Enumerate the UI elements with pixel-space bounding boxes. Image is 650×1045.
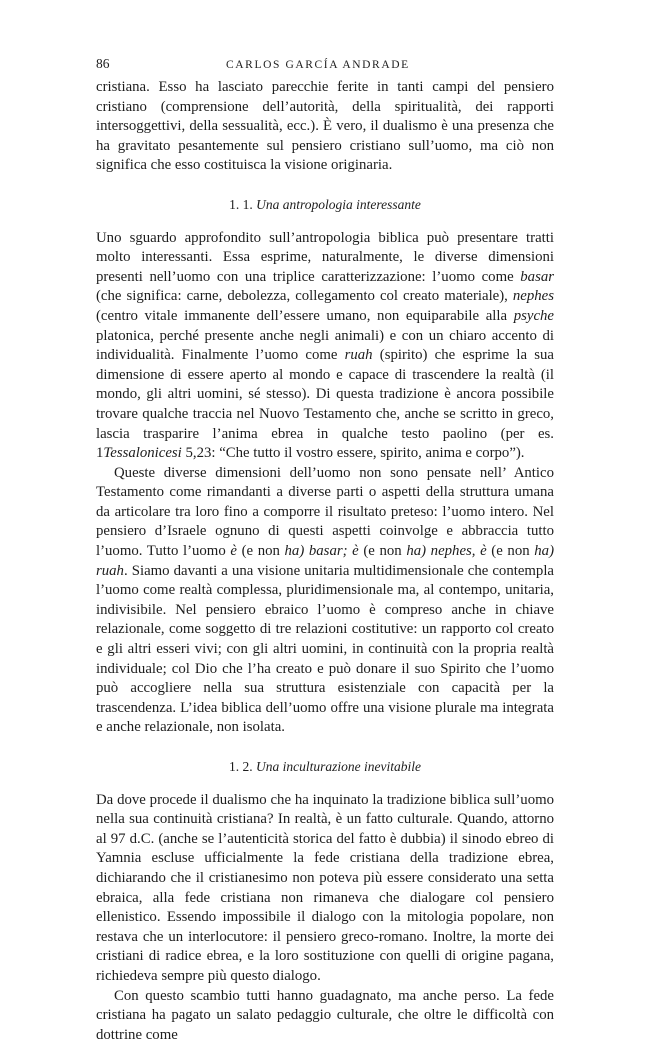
section-title: Una antropologia interessante [256,196,421,212]
running-head [96,56,554,78]
paragraph-1-1-b: Queste diverse dimensioni dell’uomo non sono pensate nell’ Antico Testamento come rimandanti a diverse parti o aspetti della struttura umana da articolare tra loro fino a comporre il risultato preteso: l’uomo intero. Nel pensiero d’Israele ognuno di questi aspetti coinvolge e abbraccia tutto l’uomo. Tutto l’uomo è (e non ha) basar; è (e non ha) nephes, è (e non ha) ruah. Siamo davanti a una visione unitaria multidimensionale che contempla l’uomo come realtà complessa, pluridimensionale ma, al contempo, unitaria, indivisibile. Nel pensiero ebraico l’uomo è compreso anche in chiave relazionale, come soggetto di tre relazioni costitutive: un rapporto col creato e gli altri esseri vivi; con gli altri uomini, in continuità con la propria realtà individuale; col Dio che l’ha creato e può donare il suo Spirito che l’uomo può accogliere nella sua struttura esistenziale con capacità per la trascendenza. L’idea biblica dell’uomo offre una visione plurale ma integrata e anche relazionale, non isolata. [96,464,554,736]
paragraph-1-1-a: Uno sguardo approfondito sull’antropologia biblica può presentare tratti molto interessanti. Essa esprime, naturalmente, le diverse dimensioni presenti nell’uomo con una triplice caratterizzazione: l’uomo come basar (che significa: carne, debolezza, collegamento col creato materiale), nephes (centro vitale immanente dell’essere umano, non equiparabile alla psyche platonica, perché presente anche negli animali) e con un chiaro accento di individualità. Finalmente l’uomo come ruah (spirito) che esprime la sua dimensione di essere aperto al mondo e capace di trascendere la realtà (il mondo, gli altri uomini, sé stesso). Di questa tradizione è ancora possibile trovare qualche traccia nel Nuovo Testamento che, anche se scritto in greco, lascia trasparire l’anima ebrea in qualche testo paolino (per es. 1Tessalonicesi 5,23: “Che tutto il vostro essere, spirito, anima e corpo”). [96,229,554,462]
paragraph-intro: cristiana. Esso ha lasciato parecchie ferite in tanti campi del pensiero cristiano (comprensione dell’autorità, della spiritualità, dei rapporti intersoggettivi, della sessualità, ecc.). È vero, il dualismo è una presenza che ha gravitato pesantemente sul pensiero cristiano sull’uomo, ma ciò non significa che esso costituisca la visione originaria. [96,79,554,174]
running-head-author: CARLOS GARCÍA ANDRADE [226,59,410,71]
section-heading-1-2 [96,757,554,777]
page-number: 86 [96,56,110,71]
paragraph-1-2-a: Da dove procede il dualismo che ha inquinato la tradizione biblica sull’uomo nella sua continuità cristiana? In realtà, è un fatto culturale. Quando, attorno al 97 d.C. (anche se l’autenticità storica del fatto è dubbia) il sinodo ebreo di Yamnia escluse ufficialmente la fede cristiana della tradizione ebrea, dichiarando che il cristianesimo non poteva più essere considerato una setta ebraica, alla fede cristiana non rimaneva che dialogare col pensiero ellenistico. Essendo impossibile il dialogo con la mitologia popolare, non restava che un interlocutore: il pensiero greco-romano. Inoltre, la morte dei cristiani di radice ebrea, e la loro sostituzione con quelli di origine pagana, richiedeva sempre più questo dialogo. [96,791,554,984]
section-heading-1-1 [96,195,554,215]
section-number: 1. 2. [229,759,253,774]
section-number: 1. 1. [229,196,253,212]
paragraph-1-2-b: Con questo scambio tutti hanno guadagnato, ma anche perso. La fede cristiana ha pagato un salato pedaggio culturale, che oltre le difficoltà con dottrine come [96,987,554,1043]
body-text [96,78,554,1045]
section-title: Una inculturazione inevitabile [256,759,421,774]
